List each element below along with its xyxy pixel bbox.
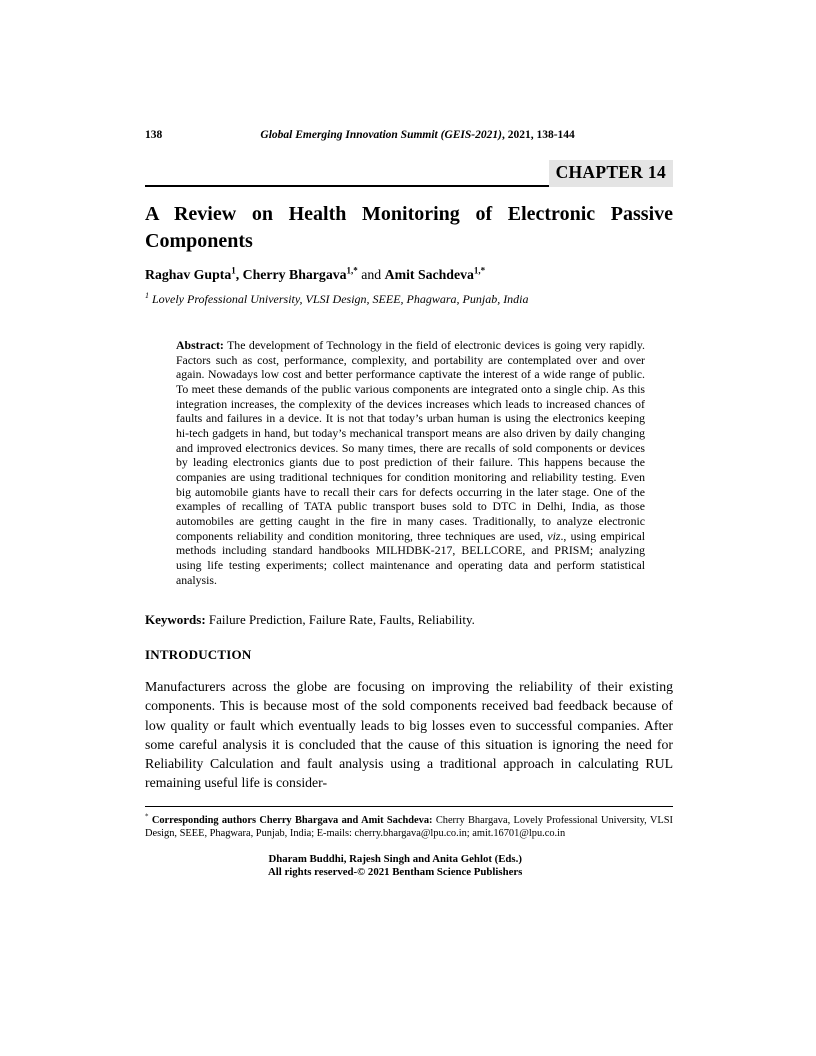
page-content [145,128,673,792]
introduction-heading: INTRODUCTION [145,647,252,663]
author-1-superscript: 1 [231,265,236,276]
footnote-bold-text: Corresponding authors Cherry Bhargava and Amit Sachdeva: [151,815,433,826]
footnote-marker: * [145,812,149,821]
abstract-label: Abstract: [176,338,224,352]
copyright-line: All rights reserved-© 2021 Bentham Science Publishers [268,866,523,879]
abstract-text-1: The development of Technology in the field of electronic devices is going very rapidly. Factors such as cost, performance, complexity, and portability are contemplated over and over again. Nowadays low cost and better performance captivate the interest of a wide range of public. To meet these demands of the public various components are integrated onto a single chip. As this integration increases, the complexity of the devices increases which leads to increased chances of faults and failures in a device. It is not that today’s urban human is using the electronics keeping hi-tech gadgets in hand, but today’s mechanical transport means are also driven by daily changing and improved electronics devices. So many times, there are recalls of sold components or devices by leading electronics giants due to post prediction of their failure. This happens because the companies are using traditional techniques for condition monitoring and reliability testing. Even big automobile giants have to recall their cars for defects occurring in the later stage. One of the examples of recalling of TATA public transport buses sold to DTC in Delhi, India, as those automobiles are getting caught in the fire in many cases. Traditionally, to analyze electronic components reliability and condition monitoring, three techniques are used, [176,338,645,543]
abstract-text-2: ., using empirical methods including standard handbooks MILHDBK-217, BELLCORE, and PRISM; analyzing using life testing experiments; collect maintenance and operating data and perform statistical analysis. [176,528,645,587]
keywords-line [145,612,673,628]
introduction-paragraph: Manufacturers across the globe are focusing on improving the reliability of their existing components. This is because most of the sold components received bad feedback because of low quality or fault which eventually leads to big losses even to successful companies. After some careful analysis it is concluded that the cause of this situation is ignoring the need for Reliability Calculation and fault analysis using a traditional approach in calculating RUL remaining useful life is consider- [145,679,673,791]
affiliation-marker: 1 [145,291,149,300]
abstract-viz-term: viz [547,528,561,543]
authors-line [145,266,673,283]
keywords-label: Keywords: [145,612,206,628]
footnote-text: Cherry Bhargava, Lovely Professional University, VLSI Design, SEEE, Phagwara, Punjab, India; E-mails: cherry.bhargava@lpu.co.in; amit.16701@lpu.co.in [145,815,673,839]
corresponding-author-footnote [145,812,673,841]
editors-line: Dharam Buddhi, Rajesh Singh and Anita Gehlot (Eds.) [268,852,522,865]
chapter-label: CHAPTER 14 [549,160,673,187]
author-separator: , [235,267,243,282]
affiliation-line [145,292,673,307]
journal-citation [162,128,673,142]
affiliation-text: Lovely Professional University, VLSI Design, SEEE, Phagwara, Punjab, India [149,292,529,306]
journal-citation-title: Global Emerging Innovation Summit (GEIS-2021) [260,129,502,141]
author-3-superscript: 1,* [473,265,486,276]
journal-citation-pages: , 2021, 138-144 [501,129,575,141]
page-footer [145,806,673,880]
author-conjunction: and [357,267,385,282]
footnote-divider [145,806,673,807]
running-header [145,128,673,142]
keywords-text: Failure Prediction, Failure Rate, Faults, Reliability. [205,612,475,628]
author-1: Raghav Gupta [145,267,232,282]
chapter-banner [145,155,673,187]
author-2: Cherry Bhargava [242,267,347,282]
publisher-block [268,853,522,880]
author-3: Amit Sachdeva [384,267,474,282]
abstract-paragraph [176,338,645,587]
page-number: 138 [145,129,163,141]
author-2-superscript: 1,* [346,265,358,276]
paper-title: A Review on Health Monitoring of Electronic Passive Components [145,203,673,252]
